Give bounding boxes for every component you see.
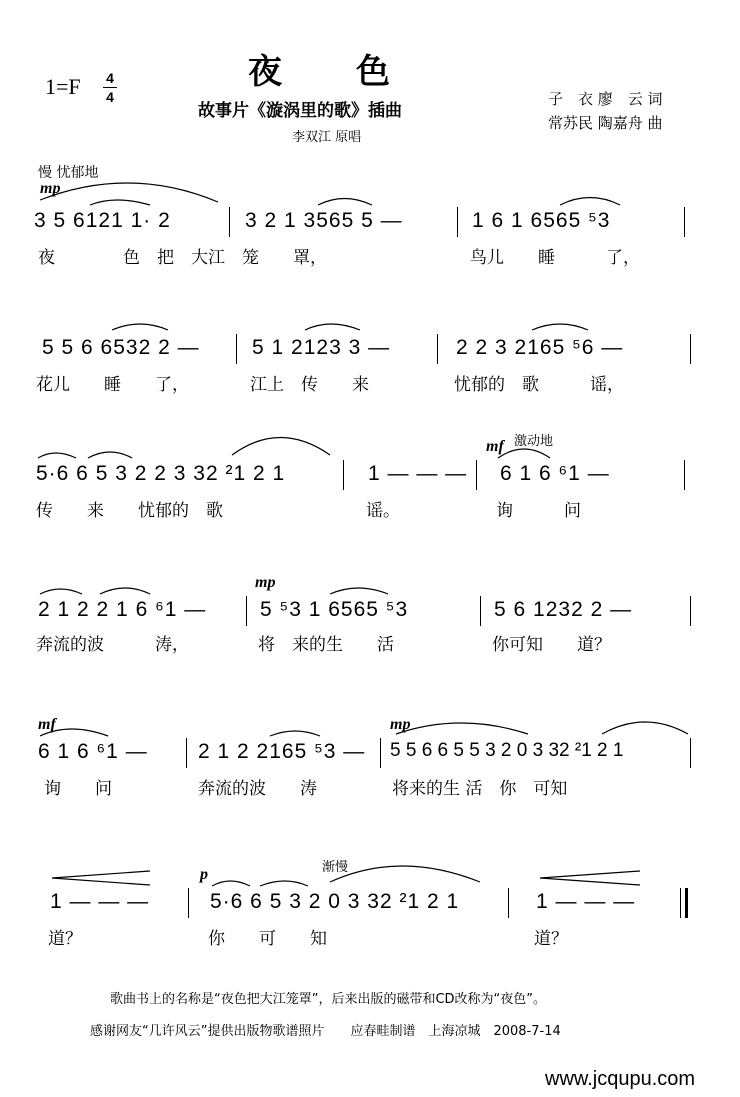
slur (270, 731, 320, 736)
measure-notes: 5·6 6 5 3 2 2 3 32 ²1 2 1 (36, 462, 286, 485)
slur (396, 723, 528, 734)
measure-notes: 3 5 6121 1· 2 (34, 209, 171, 232)
measure-notes: 6 1 6 ⁶1 — (38, 740, 148, 763)
dynamic-mf-1: mf (486, 438, 504, 455)
slur (212, 881, 250, 886)
lyric-line: 询 问 (496, 501, 581, 521)
measure-notes: 5·6 6 5 3 2 0 3 32 ²1 2 1 (210, 890, 460, 913)
key-signature: 1=F (45, 74, 81, 99)
measure-notes: 5 6 1232 2 — (494, 598, 633, 621)
measure-notes: 1 — — — (536, 890, 636, 913)
slur (532, 324, 588, 330)
singer-credit: 李双江 原唱 (292, 130, 362, 145)
slur (40, 589, 82, 594)
lyric-line: 道？ (534, 929, 568, 949)
lyric-line: 奔流的波 涛 (198, 779, 317, 799)
slur (38, 453, 76, 458)
slur (602, 722, 688, 734)
lyric-line: 你 可 知 (208, 929, 327, 949)
subtitle: 故事片《漩涡里的歌》插曲 (198, 101, 402, 121)
measure-notes: 2 2 3 2165 ⁵6 — (456, 336, 624, 359)
lyric-line: 花儿 睡 了， (36, 375, 189, 395)
dynamic-mp-3: mp (390, 716, 411, 733)
measure-notes: 5 1 2123 3 — (252, 336, 391, 359)
measure-notes: 5 5 6 6 5 5 3 2 0 3 32 ²1 2 1 (390, 740, 624, 761)
slur (330, 866, 480, 882)
site-watermark: www.jcqupu.com (545, 1068, 696, 1090)
lyric-line: 你可知 道？ (492, 635, 611, 655)
lyric-line: 询 问 (44, 779, 112, 799)
composer-credit: 常苏民 陶嘉舟 曲 (548, 114, 663, 132)
slur (260, 881, 308, 886)
page-title: 夜 色 (248, 52, 392, 92)
slur (232, 438, 330, 456)
measure-notes: 5 ⁵3 1 6565 ⁵3 (260, 598, 409, 621)
lyric-line: 忧郁的 歌 谣， (454, 375, 624, 395)
lyric-line: 夜 色 把 大江 笼 罩， (38, 248, 327, 268)
footer-note-credits: 感谢网友“几许风云”提供出版物歌谱照片 应春畦制谱 上海凉城 2008-7-14 (90, 1024, 561, 1039)
measure-notes: 1 — — — (50, 890, 150, 913)
slur (40, 729, 108, 736)
measure-notes: 2 1 2 2 1 6 ⁶1 — (38, 598, 207, 621)
slur (498, 449, 550, 458)
slur (560, 198, 620, 206)
measure-notes: 1 — — — (368, 462, 468, 485)
dynamic-mp-2: mp (255, 574, 276, 591)
time-sig-bottom: 4 (106, 89, 114, 105)
time-sig-top: 4 (106, 70, 114, 86)
lyricist-credit: 子 衣 廖 云 词 (548, 90, 663, 108)
measure-notes: 3 2 1 3565 5 — (245, 209, 403, 232)
lyric-line: 将 来的生 活 (258, 635, 394, 655)
slur (305, 324, 360, 330)
slur (112, 324, 168, 330)
lyric-line: 奔流的波 涛， (36, 635, 189, 655)
lyric-line: 鸟儿 睡 了， (470, 248, 640, 268)
expression-excited: 激动地 (514, 434, 554, 449)
measure-notes: 1 6 1 6565 ⁵3 (472, 209, 611, 232)
lyric-line: 江上 传 来 (250, 375, 369, 395)
slur (90, 200, 150, 205)
measure-notes: 6 1 6 ⁶1 — (500, 462, 610, 485)
tempo-marking: 慢 忧郁地 (38, 165, 99, 181)
lyric-line: 传 来 忧郁的 歌 (36, 501, 223, 521)
slur (40, 183, 218, 202)
slur (318, 199, 372, 206)
dynamic-mp-1: mp (40, 180, 61, 197)
slur (330, 588, 388, 594)
dynamic-mf-2: mf (38, 716, 56, 733)
hairpin (52, 871, 150, 885)
slur (100, 588, 150, 594)
hairpin (540, 871, 640, 885)
lyric-line: 将来的生 活 你 可知 (392, 779, 568, 799)
measure-notes: 2 1 2 2165 ⁵3 — (198, 740, 366, 763)
dynamic-p: p (200, 866, 208, 883)
slur (88, 452, 132, 458)
footer-note-title: 歌曲书上的名称是“夜色把大江笼罩”，后来出版的磁带和CD改称为“夜色”。 (110, 992, 547, 1007)
measure-notes: 5 5 6 6532 2 — (42, 336, 200, 359)
lyric-line: 道？ (48, 929, 82, 949)
rit-marking: 渐慢 (322, 860, 349, 875)
lyric-line: 谣。 (366, 501, 400, 521)
